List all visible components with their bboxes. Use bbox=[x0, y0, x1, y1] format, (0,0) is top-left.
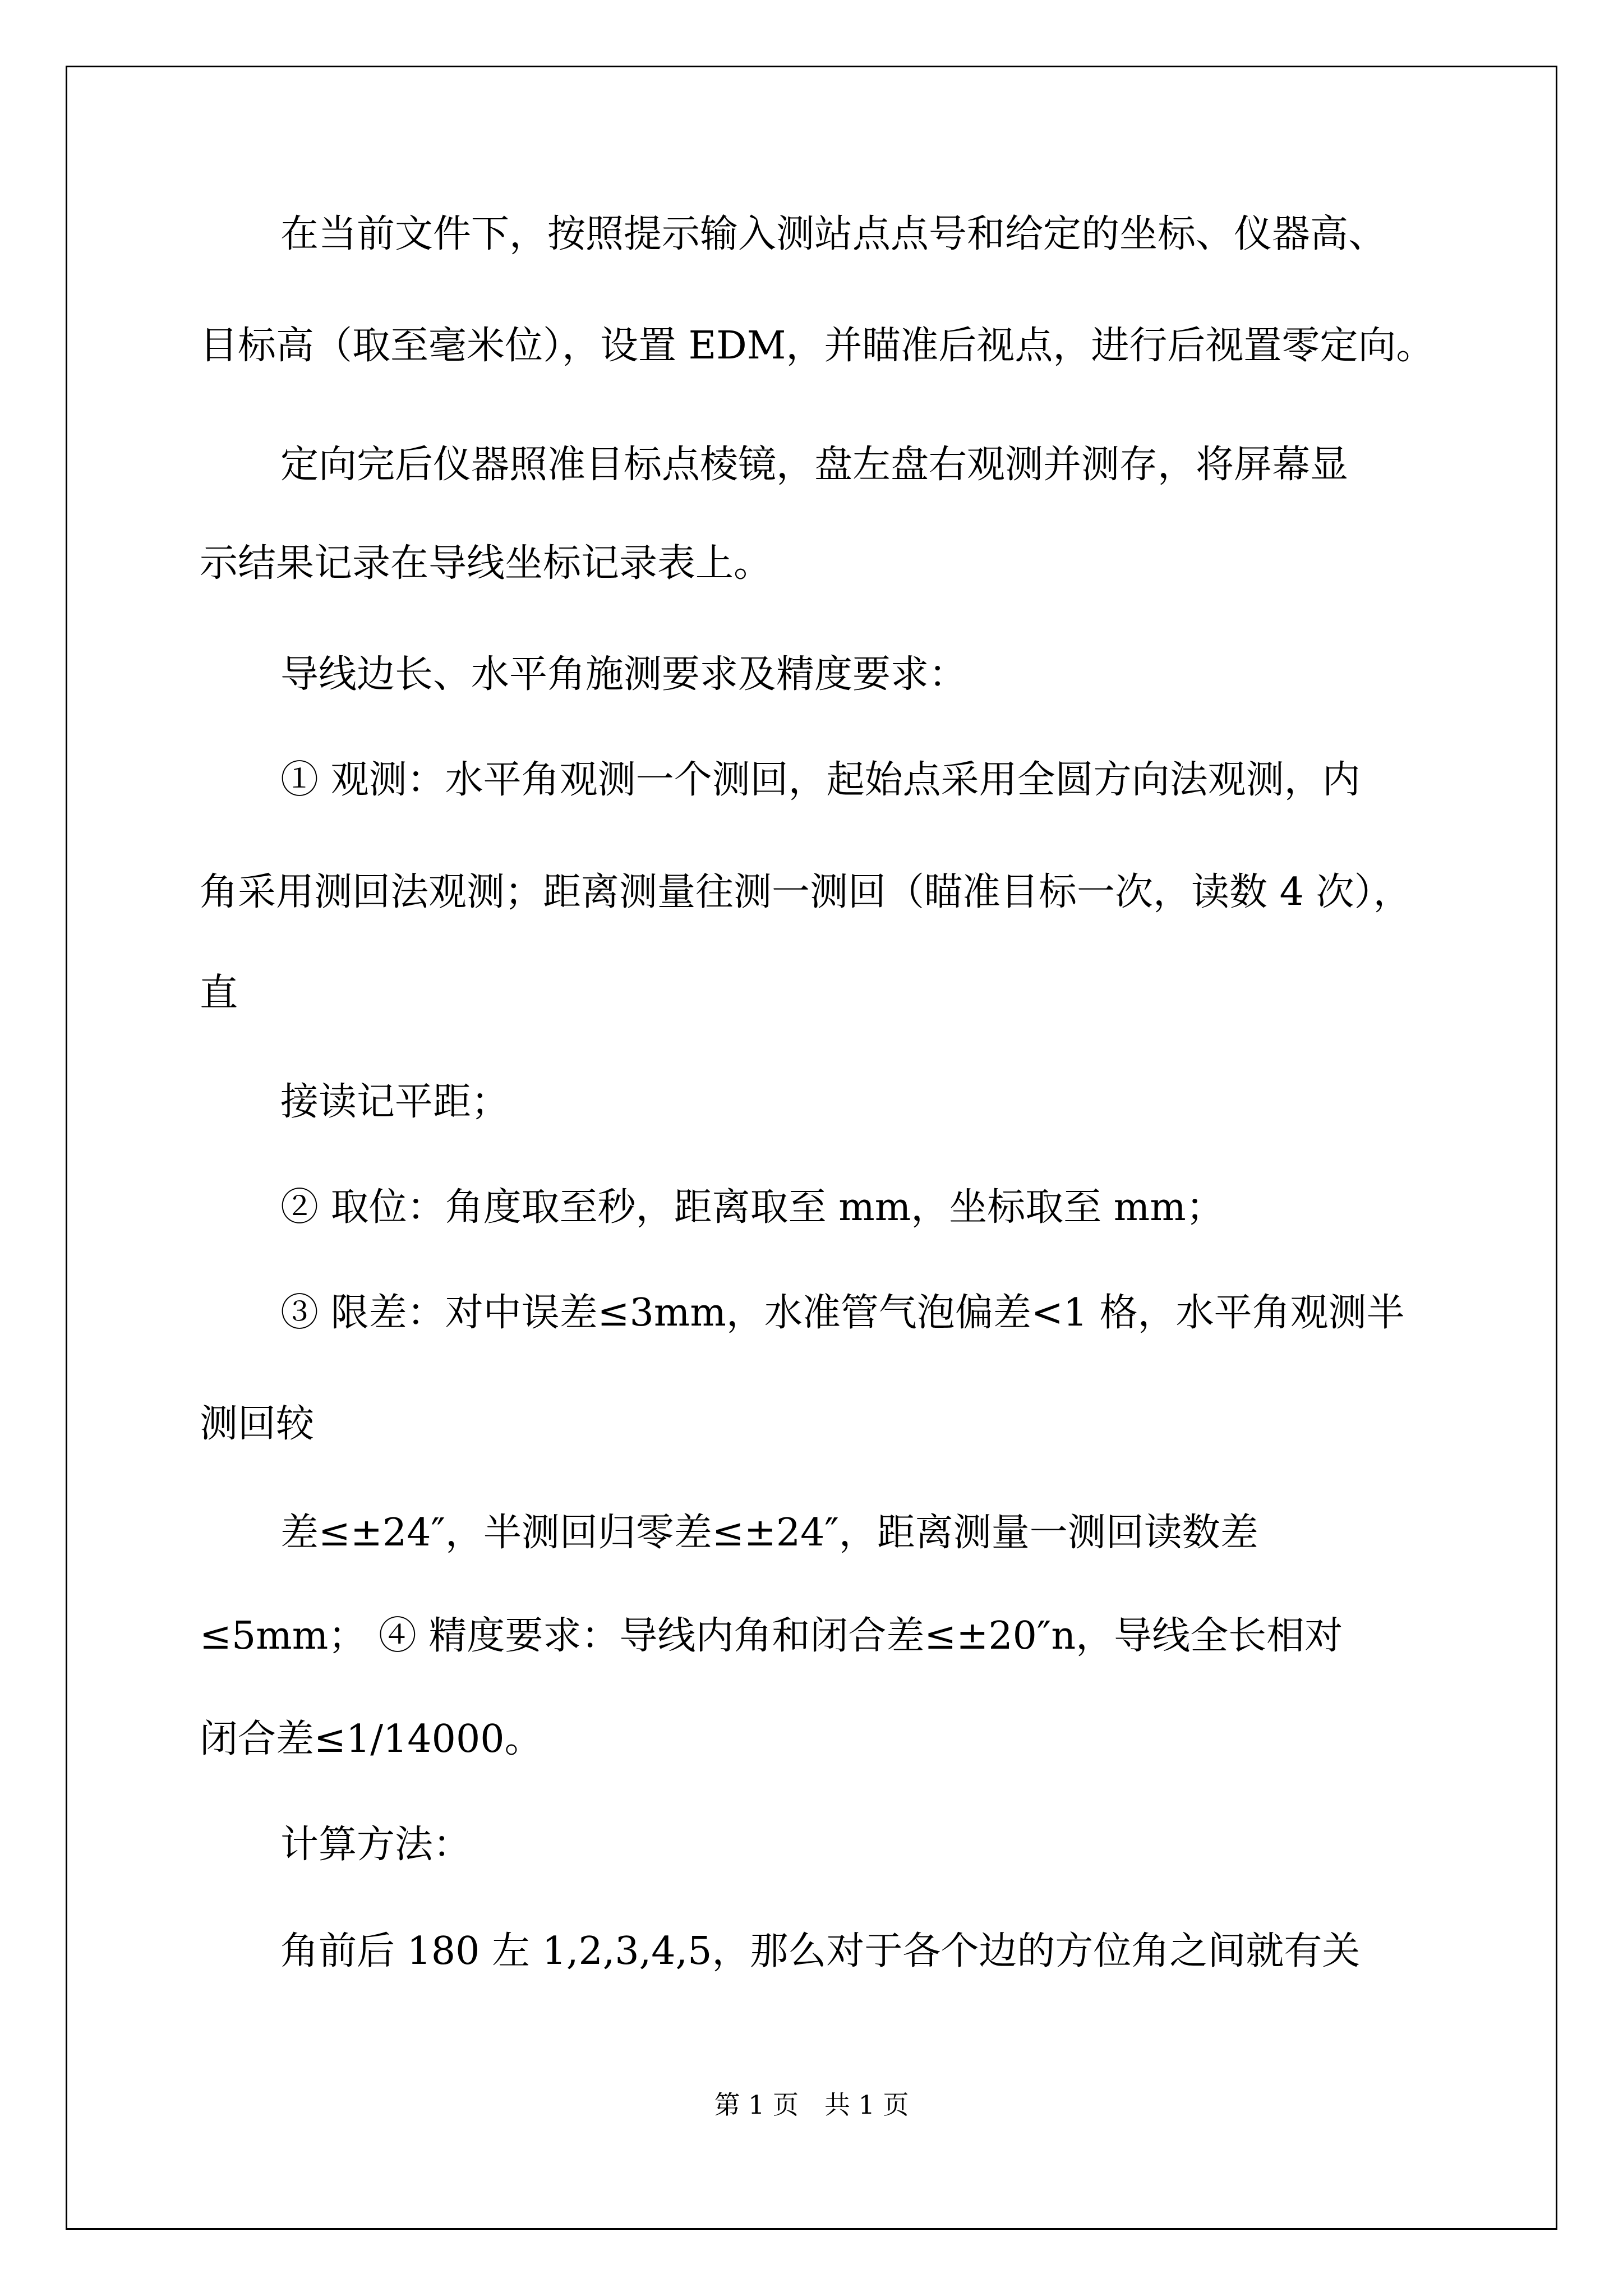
text-line-3: 定向完后仪器照准目标点棱镜，盘左盘右观测并测存，将屏幕显 bbox=[280, 443, 1349, 487]
page-border bbox=[66, 66, 1557, 2230]
text-line-7: 角采用测回法观测；距离测量往测一测回（瞄准目标一次，读数 4 次）， bbox=[200, 870, 1412, 914]
text-line-14: ≤5mm； ④ 精度要求：导线内角和闭合差≤±20″n，导线全长相对 bbox=[200, 1614, 1343, 1658]
text-line-12: 测回较 bbox=[200, 1402, 315, 1446]
text-line-9: 接读记平距； bbox=[280, 1080, 510, 1124]
text-line-13: 差≤±24″，半测回归零差≤±24″，距离测量一测回读数差 bbox=[280, 1511, 1258, 1555]
text-line-10: ② 取位：角度取至秒，距离取至 mm，坐标取至 mm； bbox=[280, 1185, 1224, 1230]
text-line-6: ① 观测：水平角观测一个测回，起始点采用全圆方向法观测，内 bbox=[280, 758, 1361, 802]
text-line-16: 计算方法： bbox=[280, 1823, 472, 1867]
page-footer: 第 1 页 共 1 页 bbox=[714, 2090, 909, 2120]
text-line-1: 在当前文件下，按照提示输入测站点点号和给定的坐标、仪器高、 bbox=[280, 212, 1387, 256]
text-line-11: ③ 限差：对中误差≤3mm，水准管气泡偏差<1 格，水平角观测半 bbox=[280, 1291, 1405, 1335]
text-line-5: 导线边长、水平角施测要求及精度要求： bbox=[280, 652, 967, 697]
text-line-8: 直 bbox=[200, 971, 238, 1015]
text-line-2: 目标高（取至毫米位），设置 EDM，并瞄准后视点，进行后视置零定向。 bbox=[200, 324, 1435, 368]
text-line-15: 闭合差≤1/14000。 bbox=[200, 1717, 543, 1761]
text-line-4: 示结果记录在导线坐标记录表上。 bbox=[200, 541, 772, 586]
text-line-17: 角前后 180 左 1,2,3,4,5，那么对于各个边的方位角之间就有关 bbox=[280, 1929, 1361, 1973]
